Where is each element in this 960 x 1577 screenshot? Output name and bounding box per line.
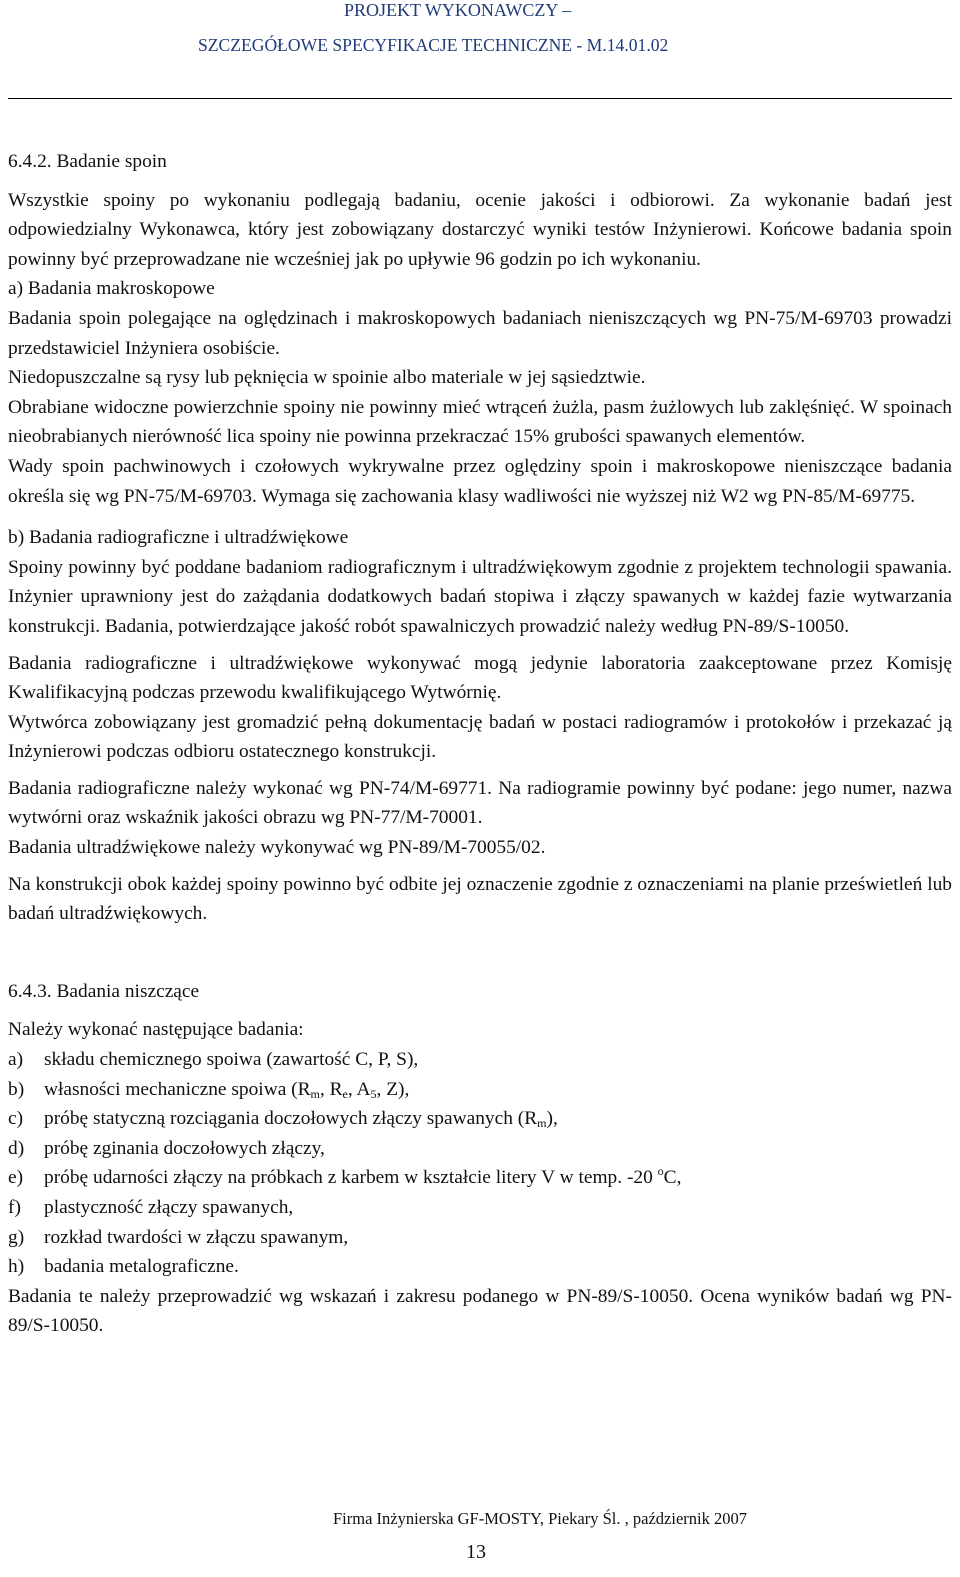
paragraph-macroscopic-3: Obrabiane widoczne powierzchnie spoiny nie powinny mieć wtrąceń żużla, pasm żużlowych lub zaklęśnięć. W spoinach nieobrabianych nierówność lica spoiny nie powinna przekraczać 15% grubości spawanych elementów. <box>8 396 952 448</box>
destructive-tests-list <box>8 1045 952 1282</box>
list-marker: f) <box>8 1197 21 1218</box>
list-item <box>8 1252 952 1282</box>
list-marker: h) <box>8 1256 25 1278</box>
list-marker: a) <box>8 1049 24 1071</box>
paragraph-radiographic-5: Badania ultradźwiękowe należy wykonywać wg PN-89/M-70055/02. <box>8 837 546 859</box>
paragraph-macroscopic-2: Niedopuszczalne są rysy lub pęknięcia w spoinie albo materiale w jej sąsiedztwie. <box>8 367 646 389</box>
header-subtitle: SZCZEGÓŁOWE SPECYFIKACJE TECHNICZNE - M.14.01.02 <box>198 35 669 55</box>
header-title: PROJEKT WYKONAWCZY – <box>344 0 572 20</box>
list-marker: b) <box>8 1078 25 1100</box>
list-item-text: badania metalograficzne. <box>44 1256 239 1278</box>
list-marker: c) <box>8 1108 24 1130</box>
list-item <box>8 1045 952 1075</box>
list-marker: d) <box>8 1137 25 1159</box>
section-heading-642: 6.4.2. Badanie spoin <box>8 151 167 172</box>
paragraph-macroscopic-1: Badania spoin polegające na oględzinach i makroskopowych badaniach nieniszczących wg PN-75/M-69703 prowadzi przedstawiciel Inżyniera osobiście. <box>8 307 952 359</box>
paragraph-destructive-closing: Badania te należy przeprowadzić wg wskazań i zakresu podanego w PN-89/S-10050. Ocena wyników badań wg PN-89/S-10050. <box>8 1285 952 1337</box>
subheading-macroscopic: a) Badania makroskopowe <box>8 278 215 300</box>
subheading-radiographic: b) Badania radiograficzne i ultradźwiękowe <box>8 527 349 549</box>
list-item-text: rozkład twardości w złączu spawanym, <box>44 1226 349 1248</box>
paragraph-radiographic-3: Wytwórca zobowiązany jest gromadzić pełną dokumentację badań w postaci radiogramów i protokołów i przekazać ją Inżynierowi podczas odbioru ostatecznego konstrukcji. <box>8 711 952 763</box>
list-item-text: próbę statyczną rozciągania doczołowych złączy spawanych $(R_m)$, <box>44 1108 558 1131</box>
list-marker: g) <box>8 1226 25 1248</box>
list-item-text: własności mechaniczne spoiwa ($R_m$, $R_e$, $A_5$, Z), <box>44 1078 410 1101</box>
paragraph-destructive-intro: Należy wykonać następujące badania: <box>8 1019 304 1041</box>
paragraph-macroscopic-4: Wady spoin pachwinowych i czołowych wykrywalne przez oględziny spoin i makroskopowe nieniszczące badania określa się wg PN-75/M-69703. Wymaga się zachowania klasy wadliwości nie wyższej niż W2 wg PN-85/M-69775. <box>8 455 952 507</box>
footer-company: Firma Inżynierska GF-MOSTY, Piekary Śl. , październik 2007 <box>333 1509 747 1528</box>
list-item-text: próbę zginania doczołowych złączy, <box>44 1137 325 1159</box>
list-item-text: próbę udarności złączy na próbkach z karbem w kształcie litery V w temp. -20 $^o$C, <box>44 1164 682 1189</box>
list-item <box>8 1104 952 1134</box>
paragraph-radiographic-4: Badania radiograficzne należy wykonać wg PN-74/M-69771. Na radiogramie powinny być podane: jego numer, nazwa wytwórni oraz wskaźnik jakości obrazu wg PN-77/M-70001. <box>8 777 952 829</box>
page-number: 13 <box>466 1541 486 1563</box>
list-item <box>8 1163 952 1193</box>
header-divider <box>8 98 952 99</box>
list-item <box>8 1193 952 1223</box>
list-item <box>8 1075 952 1105</box>
section-heading-643: 6.4.3. Badania niszczące <box>8 980 200 1002</box>
list-item <box>8 1134 952 1164</box>
paragraph-intro: Wszystkie spoiny po wykonaniu podlegają badaniu, ocenie jakości i odbiorowi. Za wykonanie badań jest odpowiedzialny Wykonawca, który jest zobowiązany dostarczyć wyniki testów Inżynierowi. Końcowe badania spoin powinny być przeprowadzane nie wcześniej jak po upływie 96 godzin po ich wykonaniu. <box>8 189 952 270</box>
paragraph-radiographic-1: Spoiny powinny być poddane badaniom radiograficznym i ultradźwiękowym zgodnie z projektem technologii spawania. Inżynier uprawniony jest do zażądania dodatkowych badań stopiwa i złączy spawanych w każdej fazie wytwarzania konstrukcji. Badania, potwierdzające jakość robót spawalniczych prowadzić należy według PN-89/S-10050. <box>8 556 952 637</box>
paragraph-radiographic-6: Na konstrukcji obok każdej spoiny powinno być odbite jej oznaczenie zgodnie z oznaczeniami na planie prześwietleń lub badań ultradźwiękowych. <box>8 873 952 925</box>
list-item <box>8 1223 952 1253</box>
list-item-text: plastyczność złączy spawanych, <box>44 1197 294 1218</box>
paragraph-radiographic-2: Badania radiograficzne i ultradźwiękowe wykonywać mogą jedynie laboratoria zaakceptowane przez Komisję Kwalifikacyjną podczas przewodu kwalifikującego Wytwórnię. <box>8 652 952 704</box>
document-body <box>8 147 952 1341</box>
list-marker: e) <box>8 1167 24 1189</box>
list-item-text: składu chemicznego spoiwa (zawartość C, P, S), <box>44 1049 419 1071</box>
